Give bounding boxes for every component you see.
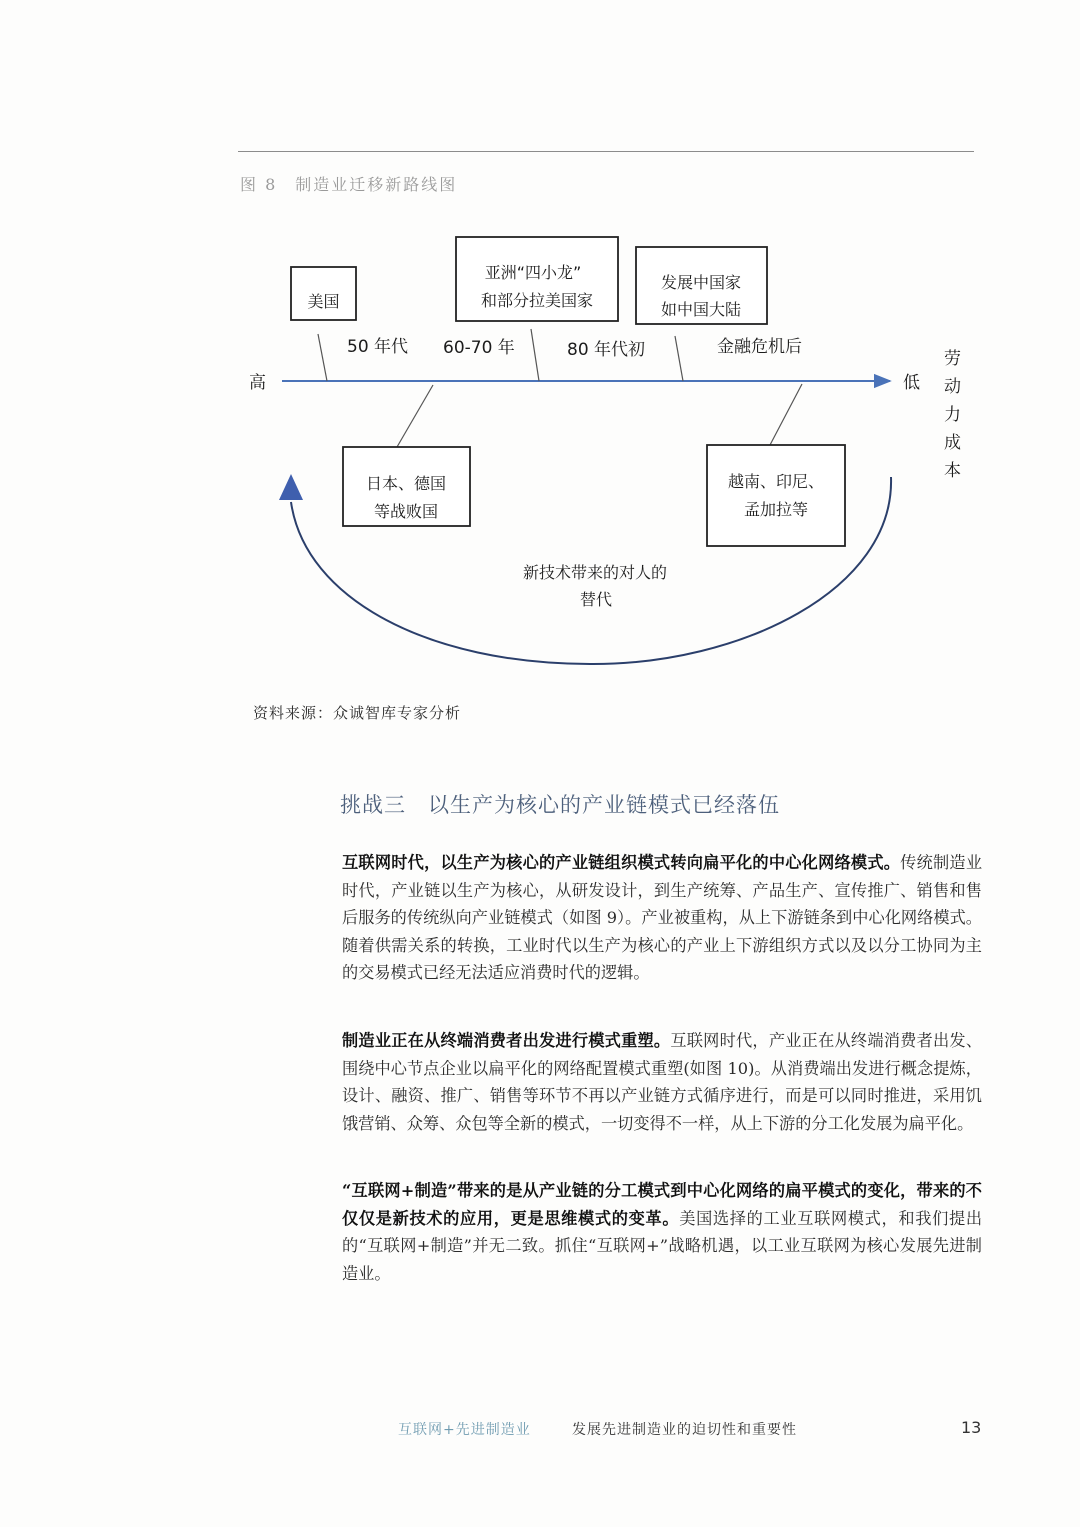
paragraph-2-body: 互联网时代，产业正在从终端消费者出发、围绕中心节点企业以扁平化的网络配置模式重塑(如图 10)。从消费端出发进行概念提炼，设计、融资、推广、销售等环节不再以产业链方式循序进行，而是可以同时推进，采用饥饿营销、众筹、众包等全新的模式，一切变得不一样，从上下游的分工化发展为扁平化。 (342, 1031, 983, 1133)
arc-arrowhead (279, 474, 303, 500)
paragraph-3-lead: “互联网+制造”带来的是从产业链的分工模式到中心化网络的扁平模式的变化，带来的不仅仅是新技术的应用，更是思维模式的变革。 (342, 1181, 982, 1228)
figure-caption: 图 8 制造业迁移新路线图 (240, 175, 458, 194)
migration-diagram (0, 0, 1080, 700)
paragraph-1 (342, 849, 982, 987)
arc-label-line-2: 替代 (579, 590, 613, 609)
axis-high-label: 高 (249, 373, 266, 393)
paragraph-1-lead: 互联网时代，以生产为核心的产业链组织模式转向扁平化的中心化网络模式。 (342, 853, 901, 872)
axis-side-label-4: 成 (944, 433, 961, 453)
footer-report-title: 互联网+先进制造业 (398, 1422, 531, 1438)
box-vietnam-etc-line-2: 孟加拉等 (743, 500, 809, 519)
connector-tigers (531, 329, 539, 381)
figure-source: 资料来源：众诚智库专家分析 (253, 704, 462, 722)
box-vietnam-etc-line-1: 越南、印尼、 (727, 472, 825, 491)
box-vietnam-etc (707, 445, 845, 546)
axis-side-label-5: 本 (944, 461, 961, 481)
paragraph-3-body: 美国选择的工业互联网模式，和我们提出的“互联网+制造”并无二致。抓住“互联网+”战略机遇，以工业互联网为核心发展先进制造业。 (342, 1208, 983, 1283)
box-japan-germany-line-2: 等战败国 (373, 502, 439, 521)
connector-usa (318, 334, 327, 381)
paragraph-2 (342, 1027, 982, 1137)
box-asian-tigers-line-2: 和部分拉美国家 (480, 291, 594, 310)
arc-label-line-1: 新技术带来的对人的 (522, 563, 668, 582)
box-japan-germany-line-1: 日本、德国 (365, 474, 447, 493)
paragraph-3 (342, 1177, 982, 1287)
axis-low-label: 低 (903, 373, 920, 393)
page-number: 13 (961, 1418, 982, 1437)
period-label-4: 金融危机后 (717, 337, 802, 357)
axis-side-label-1: 劳 (944, 349, 961, 369)
period-label-1: 50 年代 (347, 337, 409, 357)
axis-side-label-3: 力 (944, 405, 961, 425)
connector-vietnam (770, 384, 802, 445)
period-label-2: 60-70 年 (443, 338, 515, 358)
box-usa-line-1: 美国 (307, 292, 340, 311)
footer-chapter-title: 发展先进制造业的迫切性和重要性 (572, 1422, 797, 1438)
box-developing-countries-line-1: 发展中国家 (660, 273, 742, 292)
paragraph-1-body: 传统制造业时代，产业链以生产为核心，从研发设计，到生产统筹、产品生产、宣传推广、销售和售后服务的传统纵向产业链模式（如图 9）。产业被重构，从上下游链条到中心化网络模式。随着供需关系的转换，工业时代以生产为核心的产业上下游组织方式以及以分工协同为主的交易模式已经无法适应消费时代的逻辑。 (342, 853, 983, 983)
box-asian-tigers-line-1: 亚洲“四小龙” (484, 263, 582, 282)
axis-side-label-2: 动 (944, 377, 961, 397)
period-label-3: 80 年代初 (567, 340, 646, 360)
paragraph-2-lead: 制造业正在从终端消费者出发进行模式重塑。 (342, 1031, 671, 1050)
section-title: 挑战三 以生产为核心的产业链模式已经落伍 (340, 793, 780, 817)
connector-japan (397, 385, 433, 447)
box-developing-countries-line-2: 如中国大陆 (660, 300, 742, 319)
connector-china (675, 336, 683, 381)
